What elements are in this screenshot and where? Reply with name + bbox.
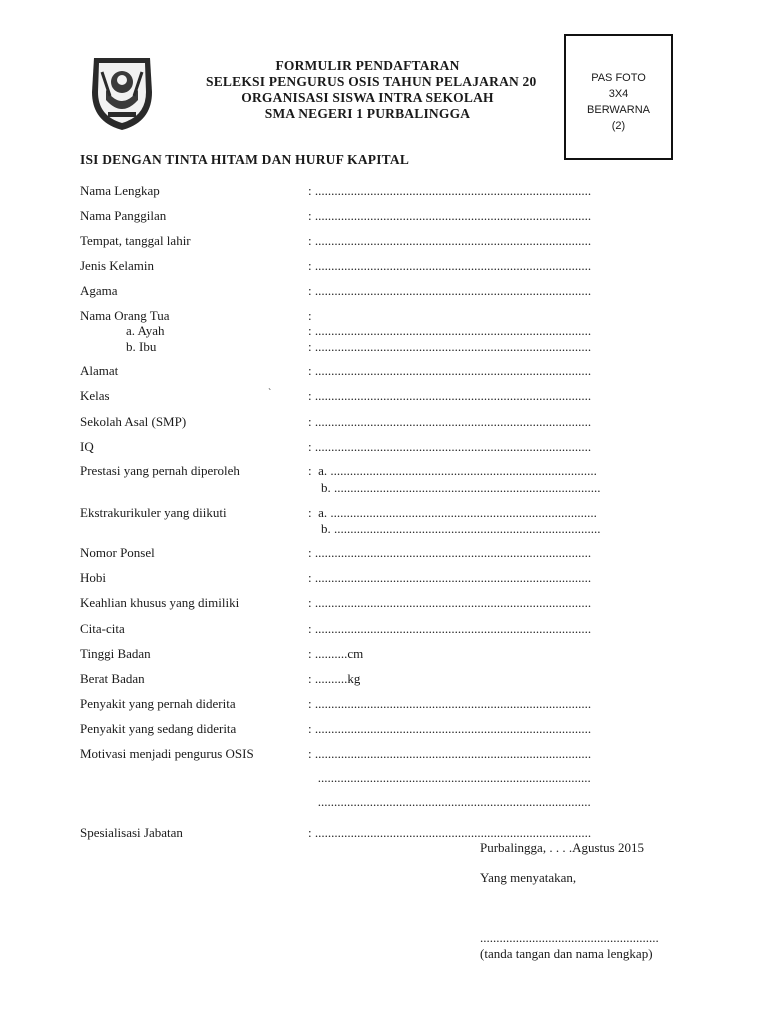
field-berat-badan[interactable]: : ..........kg	[308, 671, 361, 686]
label-spesialisasi: Spesialisasi Jabatan	[80, 825, 183, 840]
place-date: Purbalingga, . . . .Agustus 2015	[480, 840, 644, 855]
field-kelas[interactable]: : .....................................................................................	[308, 388, 592, 403]
school-logo	[86, 52, 158, 132]
field-ibu[interactable]: : .....................................................................................	[308, 339, 592, 354]
label-sekolah-asal: Sekolah Asal (SMP)	[80, 414, 187, 429]
field-nama-lengkap[interactable]: : .....................................................................................	[308, 183, 592, 198]
label-kelas: Kelas	[80, 388, 110, 403]
stray-mark: `	[268, 388, 272, 399]
field-nomor-ponsel[interactable]: : .....................................................................................	[308, 545, 592, 560]
form-header	[170, 58, 565, 126]
field-penyakit-pernah[interactable]: : .....................................................................................	[308, 696, 592, 711]
photo-box	[564, 34, 673, 160]
field-hobi[interactable]: : .....................................................................................	[308, 570, 592, 585]
label-keahlian: Keahlian khusus yang dimiliki	[80, 595, 240, 610]
field-nama-panggilan[interactable]: : .....................................................................................	[308, 208, 592, 223]
label-iq: IQ	[80, 439, 94, 454]
label-ayah: a. Ayah	[126, 323, 165, 338]
declaration: Yang menyatakan,	[480, 870, 577, 885]
label-nama-panggilan: Nama Panggilan	[80, 208, 167, 223]
field-penyakit-sedang[interactable]: : .....................................................................................	[308, 721, 592, 736]
label-prestasi: Prestasi yang pernah diperoleh	[80, 463, 240, 478]
label-ekstrakurikuler: Ekstrakurikuler yang diikuti	[80, 505, 227, 520]
field-ekstrakurikuler-b[interactable]: b. ..................................................................................	[308, 521, 601, 536]
field-motivasi[interactable]: : .....................................................................................	[308, 746, 592, 761]
label-ibu: b. Ibu	[126, 339, 157, 354]
field-agama[interactable]: : .....................................................................................	[308, 283, 592, 298]
label-tinggi-badan: Tinggi Badan	[80, 646, 151, 661]
header-school: SMA NEGERI 1 PURBALINGGA	[264, 106, 471, 121]
label-motivasi: Motivasi menjadi pengurus OSIS	[80, 746, 254, 761]
header-organization: ORGANISASI SISWA INTRA SEKOLAH	[241, 90, 494, 105]
label-penyakit-sedang: Penyakit yang sedang diderita	[80, 721, 237, 736]
label-nomor-ponsel: Nomor Ponsel	[80, 545, 155, 560]
photo-box-line1: PAS FOTO	[591, 72, 646, 84]
field-prestasi-b[interactable]: b. ..................................................................................	[308, 480, 601, 495]
field-ekstrakurikuler-a[interactable]: : a. ..................................................................................	[308, 505, 597, 520]
label-jenis-kelamin: Jenis Kelamin	[80, 258, 155, 273]
header-subtitle: SELEKSI PENGURUS OSIS TAHUN PELAJARAN 20	[206, 74, 537, 89]
label-hobi: Hobi	[80, 570, 106, 585]
label-agama: Agama	[80, 283, 118, 298]
field-spesialisasi[interactable]: : .....................................................................................	[308, 825, 592, 840]
label-ttl: Tempat, tanggal lahir	[80, 233, 191, 248]
label-cita-cita: Cita-cita	[80, 621, 125, 636]
field-tinggi-badan[interactable]: : ..........cm	[308, 646, 364, 661]
field-cita-cita[interactable]: : .....................................................................................	[308, 621, 592, 636]
label-penyakit-pernah: Penyakit yang pernah diderita	[80, 696, 236, 711]
photo-box-line3: BERWARNA	[587, 104, 650, 116]
field-alamat[interactable]: : .....................................................................................	[308, 363, 592, 378]
field-ayah[interactable]: : .....................................................................................	[308, 323, 592, 338]
field-sekolah-asal[interactable]: : .....................................................................................	[308, 414, 592, 429]
field-ttl[interactable]: : .....................................................................................	[308, 233, 592, 248]
field-iq[interactable]: : .....................................................................................	[308, 439, 592, 454]
field-jenis-kelamin[interactable]: : .....................................................................................	[308, 258, 592, 273]
label-berat-badan: Berat Badan	[80, 671, 145, 686]
signature-caption: (tanda tangan dan nama lengkap)	[480, 946, 653, 961]
field-keahlian[interactable]: : .....................................................................................	[308, 595, 592, 610]
field-prestasi-a[interactable]: : a. ..................................................................................	[308, 463, 597, 478]
label-nama-lengkap: Nama Lengkap	[80, 183, 160, 198]
photo-box-line2: 3X4	[608, 88, 629, 100]
header-title: FORMULIR PENDAFTARAN	[275, 58, 460, 73]
field-motivasi-cont1[interactable]: ....................................................................................	[308, 770, 591, 785]
label-nama-orang-tua: Nama Orang Tua	[80, 308, 170, 323]
form-instruction: ISI DENGAN TINTA HITAM DAN HURUF KAPITAL	[80, 152, 410, 167]
colon-nama-orang-tua: :	[308, 308, 312, 323]
signature-line[interactable]: .......................................................	[480, 930, 659, 945]
field-motivasi-cont2[interactable]: ....................................................................................	[308, 794, 591, 809]
photo-box-line4: (2)	[611, 120, 626, 132]
label-alamat: Alamat	[80, 363, 119, 378]
